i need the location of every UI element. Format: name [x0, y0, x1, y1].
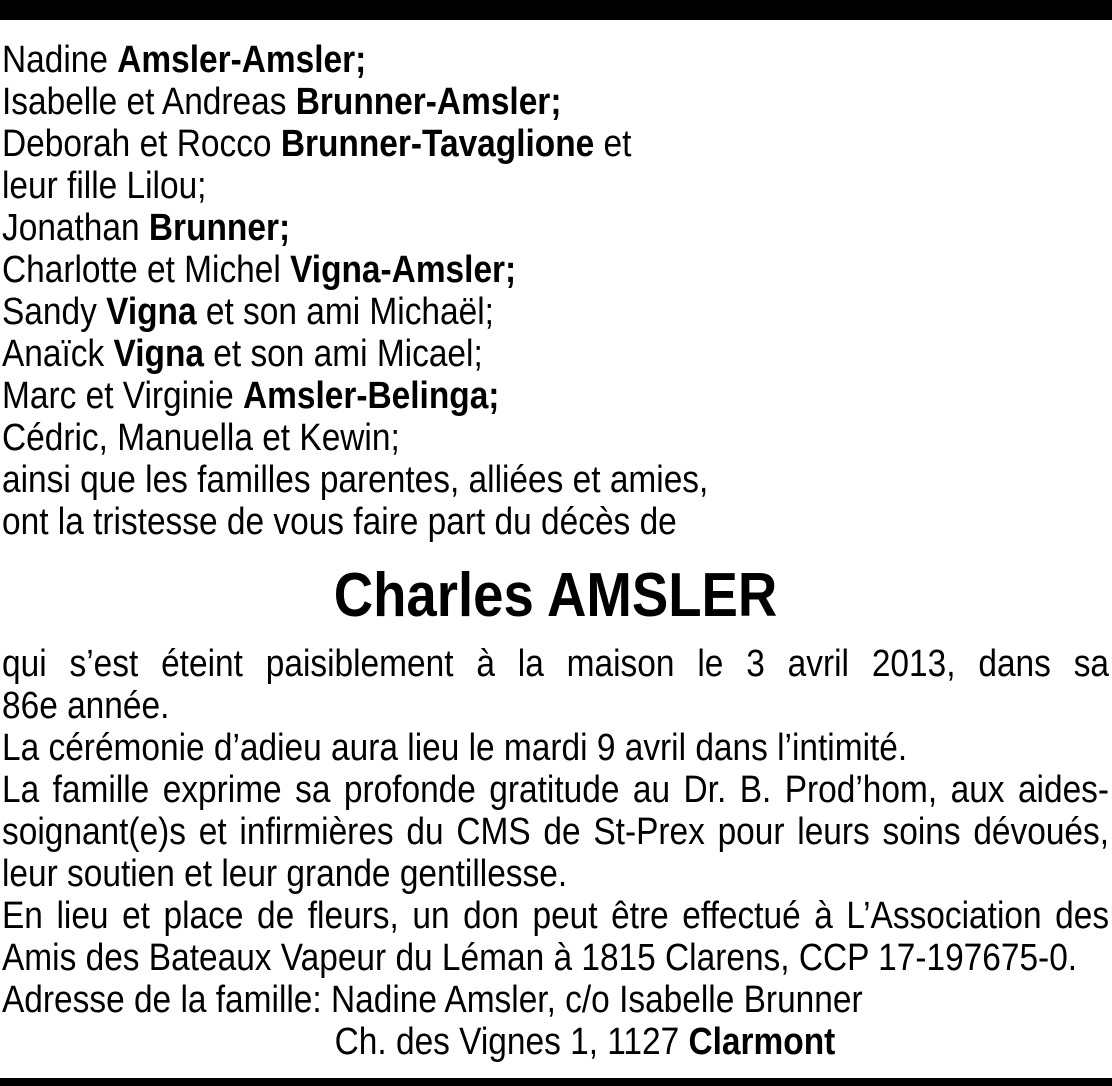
deceased-name: Charles AMSLER	[333, 561, 778, 630]
intro-line: ont la tristesse de vous faire part du décès de	[2, 501, 677, 543]
family-address-line	[2, 1021, 1109, 1063]
mourner-first-names: Charlotte et Michel	[2, 249, 281, 291]
mourner-line	[2, 123, 1109, 165]
mourner-text: Cédric, Manuella et Kewin;	[2, 417, 400, 459]
notice-text	[2, 39, 1109, 1063]
gratitude-line: soignant(e)s et infirmières du CMS de St-Prex pour leurs soins dévoués,	[2, 811, 1110, 853]
mourner-line	[2, 81, 1109, 123]
mourner-surname: Amsler-Amsler;	[117, 39, 367, 81]
intro-line: ainsi que les familles parentes, alliées et amies,	[2, 459, 709, 501]
death-line: qui s’est éteint paisiblement à la maison le 3 avril 2013, dans sa	[2, 643, 1110, 685]
mourner-suffix: et	[603, 123, 632, 165]
mourner-line	[2, 417, 1109, 459]
gratitude-line: leur soutien et leur grande gentillesse.	[2, 853, 568, 895]
donation-line: En lieu et place de fleurs, un don peut être effectué à L’Association des	[2, 895, 1110, 937]
mourner-line	[2, 165, 1109, 207]
mourner-surname: Brunner-Tavaglione	[280, 123, 595, 165]
mourner-line	[2, 375, 1109, 417]
mourner-first-names: Jonathan	[2, 207, 140, 249]
mourner-line	[2, 207, 1109, 249]
mourner-suffix: et son ami Micael;	[213, 333, 483, 375]
mourner-surname: Vigna	[106, 291, 197, 333]
mourner-surname: Vigna	[113, 333, 204, 375]
donation-line: Amis des Bateaux Vapeur du Léman à 1815 Clarens, CCP 17-197675-0.	[2, 937, 1078, 979]
mourner-first-names: Deborah et Rocco	[2, 123, 272, 165]
mourner-line	[2, 249, 1109, 291]
mourner-first-names: Isabelle et Andreas	[2, 81, 287, 123]
top-rule	[0, 0, 1112, 20]
mourner-line	[2, 333, 1109, 375]
mourner-surname: Brunner;	[148, 207, 291, 249]
death-line: 86e année.	[2, 685, 170, 727]
gratitude-line: La famille exprime sa profonde gratitude au Dr. B. Prod’hom, aux aides-	[2, 769, 1110, 811]
mourner-first-names: Anaïck	[2, 333, 105, 375]
bottom-rule	[0, 1078, 1112, 1086]
address-locality: Clarmont	[688, 1021, 836, 1063]
mourner-surname: Brunner-Amsler;	[295, 81, 562, 123]
mourner-first-names: Sandy	[2, 291, 97, 333]
mourner-first-names: Nadine	[2, 39, 108, 81]
family-address-label: Adresse de la famille: Nadine Amsler, c/o Isabelle Brunner	[2, 979, 863, 1021]
mourner-line	[2, 291, 1109, 333]
notice-body	[2, 643, 1109, 1063]
mourner-suffix: et son ami Michaël;	[205, 291, 494, 333]
address-street: Ch. des Vignes 1, 1127	[334, 1021, 680, 1063]
mourner-surname: Vigna-Amsler;	[290, 249, 517, 291]
mourner-line	[2, 39, 1109, 81]
mourner-first-names: Marc et Virginie	[2, 375, 234, 417]
ceremony-line: La cérémonie d’adieu aura lieu le mardi 9 avril dans l’intimité.	[2, 727, 908, 769]
mourner-surname: Amsler-Belinga;	[242, 375, 500, 417]
mourner-text: leur fille Lilou;	[2, 165, 207, 207]
